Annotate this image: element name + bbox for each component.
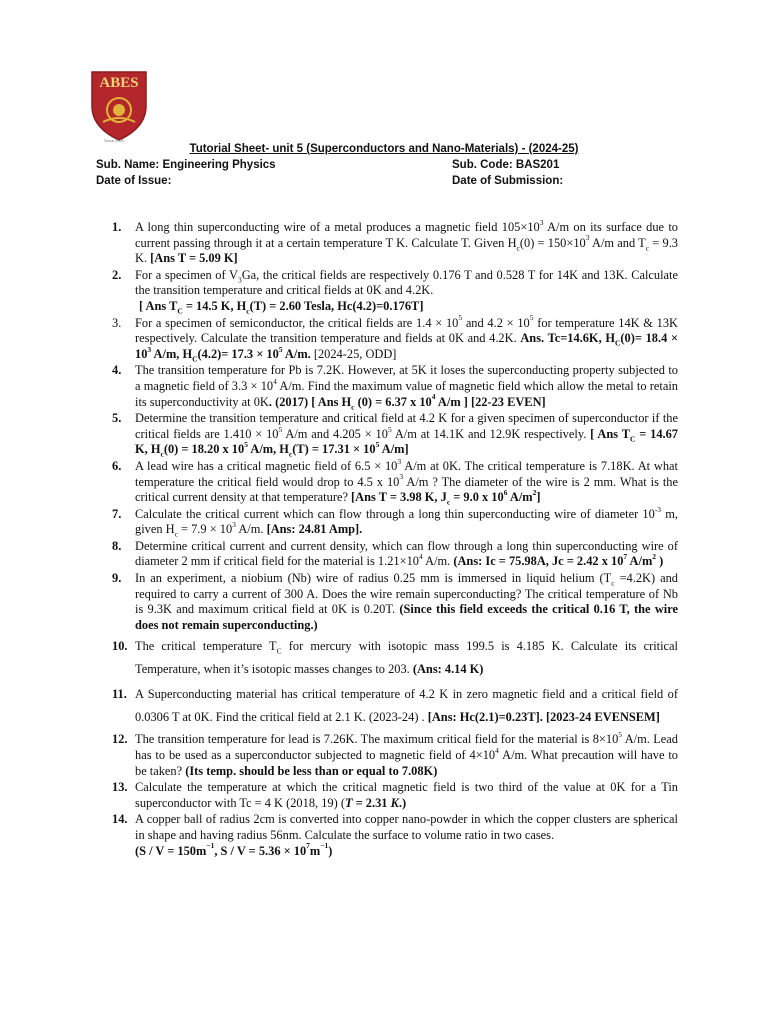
answer: [Ans: 24.81 Amp]. (266, 522, 363, 537)
question-4: 4. The transition temperature for Pb is 7.2K. However, at 5K it loses the superconducting property subjected to a magnetic field of $3.3 \times 10^4$ A/m. Find the maximum value of magnetic field which allow the metal to retain its superconductivity at 0K. (2017) [ Ans $H_c$ (0) = 6.37 x $10^4$ A/m ] [22-23 EVEN] (112, 363, 678, 411)
answer: [ Ans $T_C = 14.67$ K, $H_c(0) = 18.20$ x $10^5$ A/m, $H_c(T) = 17.31 \times 10^5$ A/m] (135, 426, 679, 459)
question-number: 6. (112, 458, 122, 473)
question-8: 8. Determine critical current and current density, which can flow through a long thin superconducting wire of diameter 2 mm if critical field for the material is $1.21\times 10^4$ A/m. (Ans: Ic = 75.98A, Jc = 2.42 x $10^7$ $A/m^2$ ) (112, 538, 678, 569)
question-3: 3. For a specimen of semiconductor, the critical fields are $1.4 \times 10^5$ and $4.2 \times 10^5$ for temperature 14K & 13K respectively. Calculate the transition temperature and fields at 0K and 4.2K. Ans. Tc=14.6K, $H_C(0)= 18.4 \times 10^3$ A/m, $H_C(4.2)= 17.3 \times 10^5$ A/m. [2024-25, ODD] (112, 313, 679, 364)
question-number: 4. (112, 363, 122, 378)
question-number: 12. (112, 732, 128, 747)
page-title: Tutorial Sheet- unit 5 (Superconductors and Nano-Materials) - (2024-25) (189, 143, 579, 155)
date-of-issue: Date of Issue: (96, 175, 172, 187)
answer: (Ans: 4.14 K) (412, 662, 484, 677)
question-number: 13. (112, 780, 128, 795)
question-number: 14. (112, 812, 128, 827)
answer: (Since this field exceeds the critical 0.16 T, the wire does not remain superconducting.) (135, 602, 678, 632)
answer: ($S / V = 150m^{-1}$, $S / V = 5.36 \times 10^7m^{-1}$) (135, 841, 333, 858)
date-of-submission: Date of Submission: (452, 175, 564, 187)
question-2: 2. For a specimen of $V_3Ga$, the critical fields are respectively 0.176 T and 0.528 T for 14K and 13K. Calculate the transition temperature and critical fields at 0K and 4.2K. [ Ans $T_C = 14.5$ K, $H_c(T) = 2.60$ Tesla, Hc(4.2)=0.176T] (112, 267, 678, 316)
answer: [Ans: Hc(2.1)=0.23T]. [2023-24 EVENSEM] (427, 710, 660, 725)
abes-logo (88, 70, 150, 142)
answer: . (2017) [ Ans $H_c$ (0) = 6.37 x $10^4$ A/m ] [22-23 EVEN] (268, 392, 546, 411)
question-12: 12. The transition temperature for lead is 7.26K. The maximum critical field for the material is $8\times 10^5$ A/m. Lead has to be used as a superconductor subjected to magnetic field of $4\times 10^4$ A/m. What precaution will have to be taken? (Its temp. should be less than or equal to 7.08K) (112, 730, 678, 778)
answer: Ans. Tc=14.6K, $H_C(0)= 18.4 \times 10^3$ A/m, $H_C(4.2)= 17.3 \times 10^5$ A/m. (135, 331, 678, 364)
question-number: 5. (112, 411, 122, 426)
logo-since: Since 2000 (104, 138, 125, 143)
question-number: 2. (112, 267, 122, 282)
question-list (112, 217, 679, 860)
question-number: 9. (112, 571, 122, 586)
question-13: 13. Calculate the temperature at which the critical magnetic field is two third of the value at 0K for a Tin superconductor with Tc = 4 K (2018, 19) (T = 2.31 K.) (112, 780, 678, 810)
logo-text: ABES (99, 75, 139, 91)
answer: [ Ans $T_C = 14.5$ K, $H_c(T) = 2.60$ Tesla, Hc(4.2)=0.176T] (139, 298, 424, 316)
question-number: 1. (112, 220, 122, 234)
subject-name: Sub. Name: Engineering Physics (96, 159, 276, 171)
question-number: 11. (112, 687, 127, 702)
answer: (Ans: Ic = 75.98A, Jc = 2.42 x $10^7$ $A/m^2$ ) (453, 552, 664, 569)
question-1: 1. A long thin superconducting wire of a metal produces a magnetic field $105\times 10^3$ A/m on its surface due to current passing through it at a certain temperature T K. Calculate T. Given $H_c(0) = 150\times 10^3$ A/m and $T_c = 9.3$ K. [Ans T = 5.09 K] (112, 217, 678, 266)
question-number: 7. (112, 506, 122, 521)
question-14: 14. A copper ball of radius 2cm is converted into copper nano-powder in which the copper clusters are spherical in shape and having radius 56nm. Calculate the surface to volume ratio in two cases. ($S / V = 150m^{-1}$, $S / V = 5.36 \times 10^7m^{-1}$) (112, 812, 678, 858)
question-number: 8. (112, 538, 122, 553)
answer: T = 2.31 K.) (344, 795, 407, 810)
question-11: 11. A Superconducting material has critical temperature of 4.2 K in zero magnetic field and a critical field of 0.0306 T at 0K. Find the critical field at 2.1 K. (2023-24) . [Ans: Hc(2.1)=0.23T]. [2023-24 EVENSEM] (112, 683, 678, 729)
question-6: 6. A lead wire has a critical magnetic field of $6.5 \times 10^3$ A/m at 0K. The critical temperature is 7.18K. At what temperature the critical field would drop to 4.5 x $10^3$ A/m ? The diameter of the wire is 2 mm. What is the critical current density at that temperature? [Ans T = 3.98 K, $J_c = 9.0$ x $10^6$ $A/m^2$] (112, 456, 679, 507)
answer: [Ans T = 3.98 K, $J_c = 9.0$ x $10^6$ $A/m^2$] (351, 487, 541, 507)
question-7: 7. Calculate the critical current which can flow through a long thin superconducting wire of diameter $10^{-3}$ m, given $H_c = 7.9 \times 10^3$ A/m. [Ans: 24.81 Amp]. (112, 504, 678, 539)
question-number: 3. (112, 315, 122, 330)
answer: [Ans T = 5.09 K] (150, 251, 238, 266)
question-9: 9. In an experiment, a niobium (Nb) wire of radius 0.25 mm is immersed in liquid helium $(T_c =4.2K)$ and required to carry a current of 300 A. Does the wire remain superconducting? The critical temperature of Nb is 9.3K and maximum critical field at 0K is 0.20T. (Since this field exceeds the critical 0.16 T, the wire does not remain superconducting.) (112, 571, 678, 632)
question-number: 10. (112, 639, 128, 654)
answer: (Its temp. should be less than or equal to 7.08K) (185, 763, 438, 778)
subject-code: Sub. Code: BAS201 (452, 159, 560, 171)
question-10: 10. The critical temperature $T_C$ for mercury with isotopic mass 199.5 is 4.185 K. Calculate its critical Temperature, when it’s isotopic masses changes to 203. (Ans: 4.14 K) (112, 635, 678, 681)
question-5: 5. Determine the transition temperature and critical field at 4.2 K for a given specimen of superconductor if the critical fields are $1.410 \times 10^5$ A/m and $4.205 \times 10^5$ A/m at 14.1K and 12.9K respectively. [ Ans $T_C = 14.67$ K, $H_c(0) = 18.20$ x $10^5$ A/m, $H_c(T) = 17.31 \times 10^5$ A/m] (112, 411, 679, 459)
